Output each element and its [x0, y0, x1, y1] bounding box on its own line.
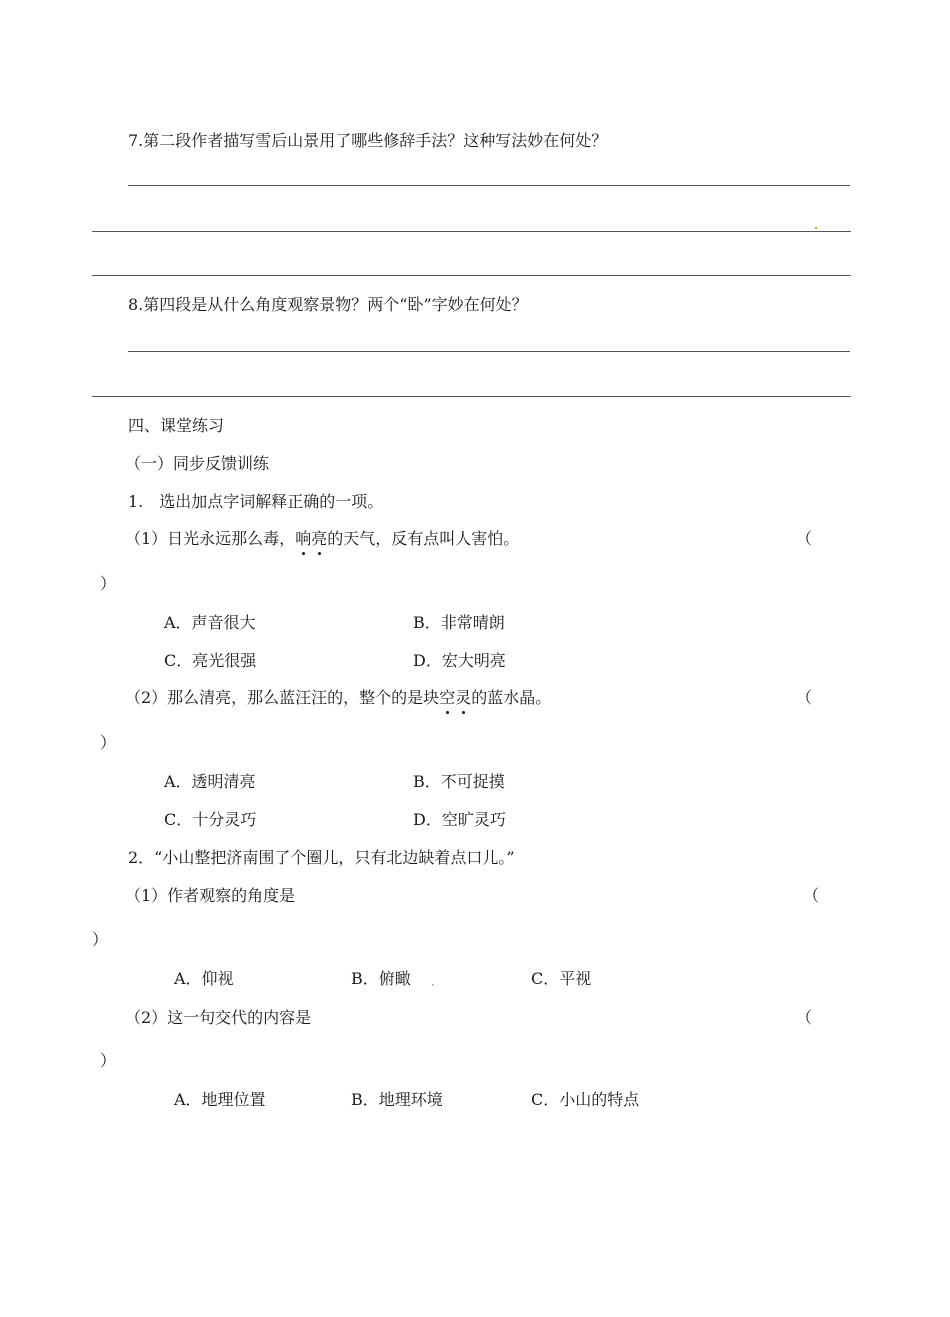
sentence-text: （1）日光永远那么毒，	[125, 529, 296, 548]
option: C．十分灵巧	[164, 810, 257, 829]
scan-speck	[815, 227, 817, 229]
section-subheading: （一）同步反馈训练	[125, 454, 270, 473]
dotted-char: 亮	[311, 529, 328, 548]
question-7: 7.第二段作者描写雪后山景用了哪些修辞手法？这种写法妙在何处？	[128, 131, 608, 150]
answer-paren-close: ）	[92, 930, 109, 949]
dotted-char: 灵	[455, 688, 472, 707]
answer-line	[92, 275, 851, 276]
sentence-text: （2）那么清亮，那么蓝汪汪的，整个的是块	[125, 688, 440, 707]
answer-line	[92, 231, 851, 232]
option: B．不可捉摸	[413, 772, 505, 791]
option: B．俯瞰	[351, 969, 411, 988]
option: A．仰视	[174, 969, 234, 988]
item-1-stem: 1. 选出加点字词解释正确的一项。	[128, 492, 384, 511]
option: A．声音很大	[164, 613, 256, 632]
scan-speck	[432, 984, 434, 986]
answer-paren-close: ）	[100, 574, 117, 593]
sentence-text: 的天气，反有点叫人害怕。	[327, 529, 520, 548]
option: B．地理环境	[351, 1090, 443, 1109]
sentence-text: 的蓝水晶。	[471, 688, 552, 707]
item-1-sub-1	[125, 529, 519, 549]
item-2-stem: 2．“小山整把济南围了个圈儿，只有北边缺着点口儿。”	[128, 848, 515, 867]
answer-paren-open: （	[796, 1008, 813, 1027]
option: B．非常晴朗	[413, 613, 505, 632]
option: D．空旷灵巧	[413, 810, 506, 829]
item-2-sub-1: （1）作者观察的角度是	[125, 886, 296, 905]
answer-paren-open: （	[796, 529, 813, 548]
option: D．宏大明亮	[413, 651, 506, 670]
answer-line	[128, 351, 850, 352]
item-2-sub-2: （2）这一句交代的内容是	[125, 1008, 312, 1027]
answer-paren-close: ）	[100, 733, 117, 752]
dotted-char: 响	[295, 529, 312, 548]
option: C．平视	[531, 969, 592, 988]
answer-paren-open: （	[796, 688, 813, 707]
dotted-char: 空	[439, 688, 456, 707]
answer-paren-close: ）	[100, 1051, 117, 1070]
question-8: 8.第四段是从什么角度观察景物？两个“卧”字妙在何处？	[128, 295, 528, 314]
option: A．地理位置	[174, 1090, 266, 1109]
answer-line	[128, 185, 850, 186]
section-heading: 四、课堂练习	[128, 416, 225, 435]
option: C．亮光很强	[164, 651, 257, 670]
item-1-sub-2	[125, 688, 551, 708]
answer-paren-open: （	[803, 886, 820, 905]
answer-line	[92, 396, 851, 397]
option: C．小山的特点	[531, 1090, 640, 1109]
option: A．透明清亮	[164, 772, 256, 791]
